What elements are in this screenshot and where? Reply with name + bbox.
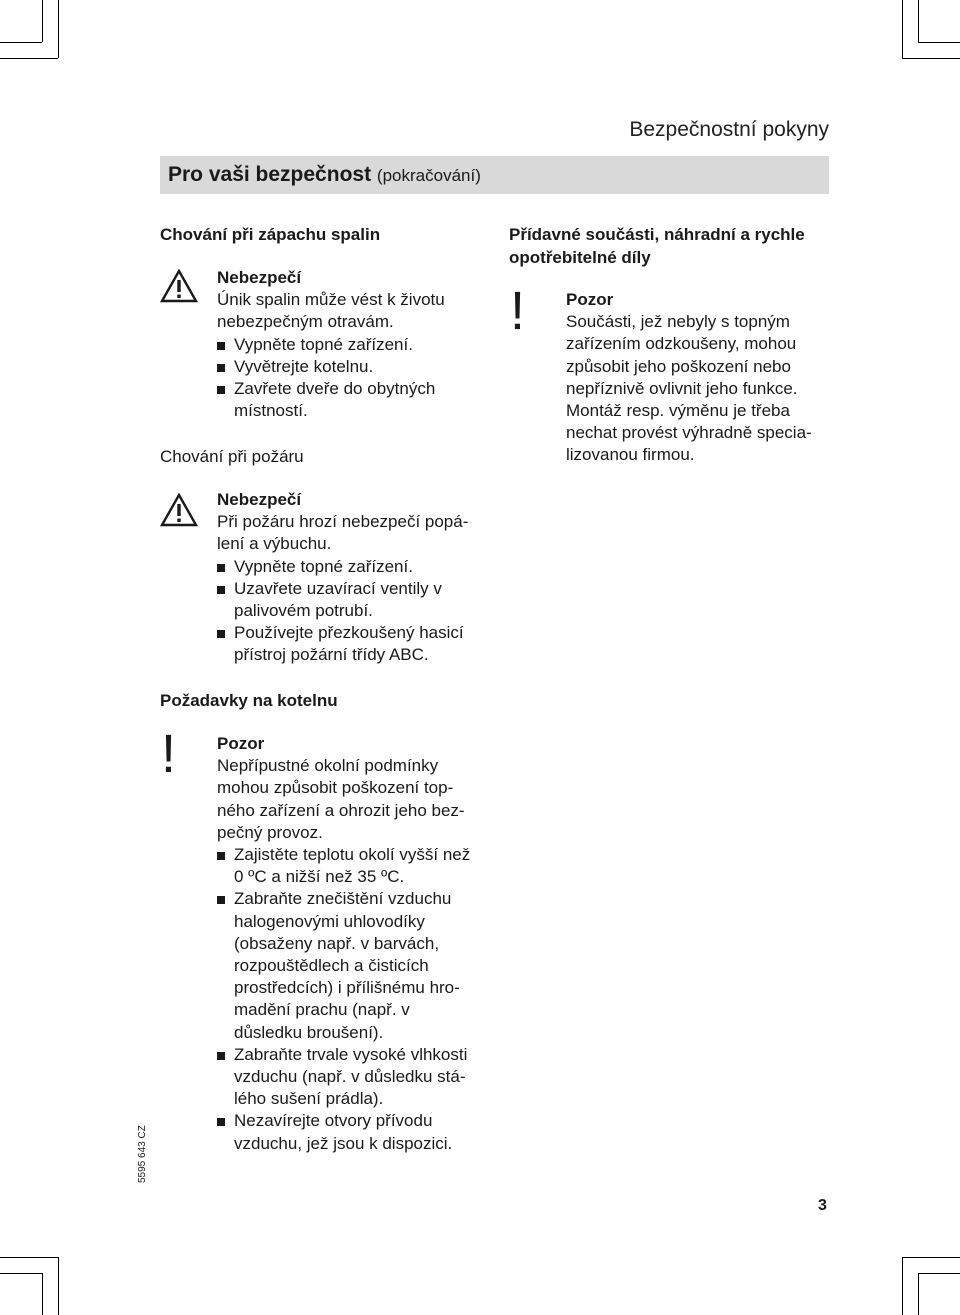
document-code: 5595 643 CZ: [137, 1125, 148, 1183]
fire-warning: [217, 489, 468, 667]
bullet-text: Zajistěte teplotu okolí vyšší než: [234, 845, 471, 865]
crop-mark: [0, 1273, 42, 1274]
exclamation-icon: !: [161, 724, 177, 784]
bullet-item: [217, 334, 445, 356]
warning-triangle-icon: [160, 493, 198, 527]
boiler-room-caution: [217, 733, 470, 1155]
bullet-item: [217, 578, 468, 622]
caution-text-line: nechat provést výhradně specia-: [566, 423, 812, 443]
parts-label: Pozor: [566, 290, 614, 309]
parts-caution: [566, 289, 812, 467]
flue-gas-heading: Chování při zápachu spalin: [160, 225, 381, 244]
bullet-text: madění prachu (např. v: [234, 1000, 410, 1020]
warning-text-line: Únik spalin může vést k životu: [217, 290, 445, 310]
bullet-text: vzduchu, jež jsou k dispozici.: [234, 1133, 453, 1153]
bullet-text: Zabraňte znečištění vzduchu: [234, 889, 452, 909]
bullet-text: prostředcích) i přílišnému hro-: [234, 978, 460, 998]
crop-mark: [58, 0, 59, 58]
bullet-text: Zabraňte trvale vysoké vlhkosti: [234, 1044, 468, 1064]
crop-mark: [0, 42, 42, 43]
bullet-text: vzduchu (např. v důsledku stá-: [234, 1067, 466, 1087]
crop-mark: [42, 1273, 43, 1315]
boiler-room-heading: Požadavky na kotelnu: [160, 691, 338, 710]
fire-heading: Chování při požáru: [160, 447, 304, 466]
parts-heading: [509, 223, 805, 269]
caution-text-line: ného zařízení a ohrozit jeho bez-: [217, 800, 465, 820]
bullet-item: [217, 1110, 470, 1154]
bullet-item: [217, 844, 470, 888]
crop-mark: [0, 58, 58, 59]
caution-text-line: lizovanou firmou.: [566, 445, 695, 465]
crop-mark: [918, 1273, 919, 1315]
bullet-text: palivovém potrubí.: [234, 601, 373, 621]
bullet-text: (obsaženy např. v barvách,: [234, 933, 440, 953]
caution-text-line: mohou způsobit poškození top-: [217, 778, 454, 798]
parts-heading-line: opotřebitelné díly: [509, 248, 651, 267]
crop-mark: [918, 0, 919, 42]
crop-mark: [42, 0, 43, 42]
fire-label: Nebezpečí: [217, 490, 302, 509]
flue-gas-warning: [217, 267, 445, 422]
bullet-item: [217, 622, 468, 666]
bullet-text: Používejte přezkoušený hasicí: [234, 623, 464, 643]
bullet-text: Nezavírejte otvory přívodu: [234, 1111, 433, 1131]
flue-gas-label: Nebezpečí: [217, 268, 302, 287]
crop-mark: [918, 1273, 960, 1274]
crop-mark: [902, 1257, 903, 1315]
warning-text-line: nebezpečným otravám.: [217, 312, 394, 332]
bullet-text: lého sušení prádla).: [234, 1089, 384, 1109]
bullet-text: Zavřete dveře do obytných: [234, 379, 436, 399]
caution-text-line: Montáž resp. výměnu je třeba: [566, 401, 790, 421]
crop-mark: [918, 42, 960, 43]
bullet-text: halogenovými uhlovodíky: [234, 911, 425, 931]
warning-triangle-icon: [160, 269, 198, 303]
bullet-text: přístroj požární třídy ABC.: [234, 645, 429, 665]
caution-text-line: Nepřípustné okolní podmínky: [217, 756, 439, 776]
crop-mark: [902, 1257, 960, 1258]
caution-text-line: zařízením odzkoušeny, mohou: [566, 334, 797, 354]
bullet-item: [217, 356, 445, 378]
section-title-suffix: (pokračování): [376, 166, 481, 185]
caution-text-line: Součásti, jež nebyly s topným: [566, 312, 790, 332]
bullet-item: [217, 1044, 470, 1111]
header-title: Bezpečnostní pokyny: [629, 118, 829, 141]
parts-heading-line: Přídavné součásti, náhradní a rychle: [509, 225, 805, 244]
bullet-text: Vypněte topné zařízení.: [234, 556, 413, 576]
caution-text-line: pečný provoz.: [217, 822, 323, 842]
exclamation-icon: !: [510, 281, 526, 341]
boiler-room-label: Pozor: [217, 734, 265, 753]
bullet-item: [217, 888, 470, 1043]
section-title-bar: [160, 156, 829, 194]
bullet-text: Vypněte topné zařízení.: [234, 334, 413, 354]
bullet-text: 0 ºC a nižší než 35 ºC.: [234, 867, 405, 887]
bullet-text: rozpouštědlech a čisticích: [234, 956, 429, 976]
bullet-text: Uzavřete uzavírací ventily v: [234, 578, 442, 598]
page-number: 3: [818, 1197, 827, 1214]
section-title: Pro vaši bezpečnost: [168, 163, 372, 186]
warning-text-line: lení a výbuchu.: [217, 534, 332, 554]
bullet-item: [217, 556, 468, 578]
bullet-item: [217, 378, 445, 422]
caution-text-line: nepříznivě ovlivnit jeho funkce.: [566, 378, 798, 398]
caution-text-line: způsobit jeho poškození nebo: [566, 356, 791, 376]
bullet-text: Vyvětrejte kotelnu.: [234, 356, 374, 376]
bullet-text: důsledku broušení).: [234, 1022, 384, 1042]
crop-mark: [902, 0, 903, 58]
crop-mark: [0, 1257, 58, 1258]
crop-mark: [902, 58, 960, 59]
bullet-text: místností.: [234, 401, 308, 421]
crop-mark: [58, 1257, 59, 1315]
warning-text-line: Při požáru hrozí nebezpečí popá-: [217, 512, 469, 532]
